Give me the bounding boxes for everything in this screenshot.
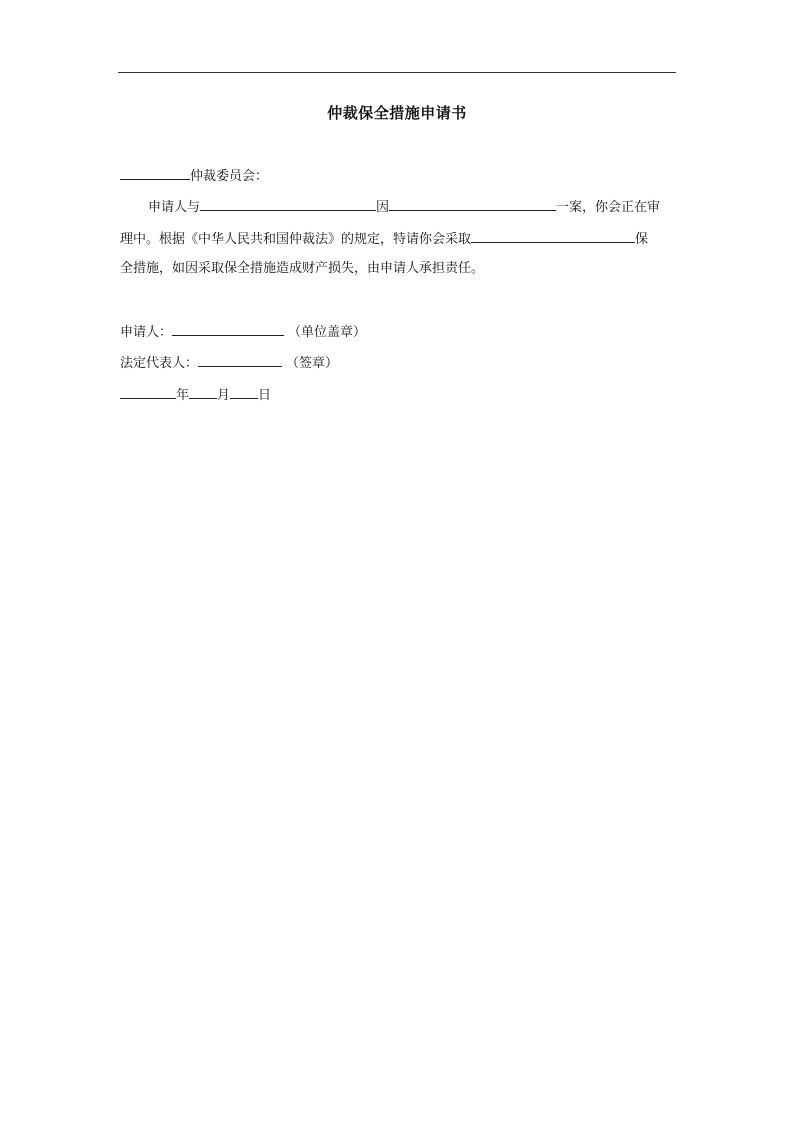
day-label: 日 [258,388,272,403]
applicant-note: （单位盖章） [288,325,367,340]
body-line3-text: 全措施，如因采取保全措施造成财产损失，由申请人承担责任。 [120,261,485,276]
date-line [120,384,680,406]
year-label: 年 [176,388,190,403]
legal-rep-note: （签章） [286,356,339,371]
committee-name-blank[interactable] [120,165,190,180]
header-rule [118,72,676,73]
document-title: 仲裁保全措施申请书 [327,104,467,122]
body-line2-suffix: 保 [635,232,649,247]
body-line-1 [148,196,684,218]
applicant-line [120,321,680,343]
day-blank[interactable] [230,384,258,399]
month-blank[interactable] [189,384,217,399]
month-label: 月 [217,388,231,403]
body-line1-suffix: 一案，你会正在审 [556,200,661,215]
measure-blank[interactable] [471,228,635,243]
addressee-line [120,165,680,187]
addressee-suffix: 仲裁委员会： [190,169,269,184]
legal-rep-line [120,352,680,374]
body-line1-mid: 因 [376,200,390,215]
legal-rep-label: 法定代表人： [120,356,199,371]
applicant-label: 申请人： [120,325,173,340]
body-line-2 [120,228,686,250]
year-blank[interactable] [120,384,176,399]
body-line2-prefix: 理中。根据《中华人民共和国仲裁法》的规定，特请你会采取 [120,232,472,247]
body-line1-prefix: 申请人与 [148,200,201,215]
legal-rep-blank[interactable] [198,352,282,367]
dispute-blank[interactable] [389,196,556,211]
respondent-blank[interactable] [200,196,376,211]
body-line-3 [120,259,680,279]
applicant-blank[interactable] [172,321,284,336]
